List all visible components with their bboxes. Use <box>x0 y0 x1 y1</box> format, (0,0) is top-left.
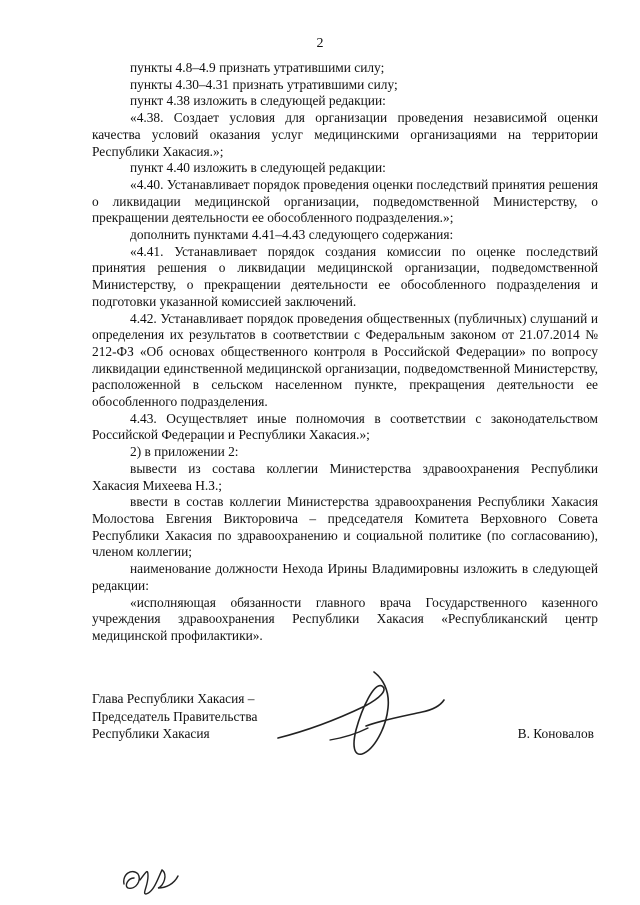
paragraph: дополнить пунктами 4.41–4.43 следующего содержания: <box>130 227 454 243</box>
paragraph: 2) в приложении 2: <box>130 444 239 460</box>
signatory-title-line: Председатель Правительства <box>92 708 258 724</box>
handwritten-initials <box>118 858 188 898</box>
paragraph: 4.43. Осуществляет иные полномочия в соответствии с законодательством Российской Федерации и Республики Хакасия.»; <box>92 410 598 443</box>
paragraph: ввести в состав коллегии Министерства здравоохранения Республики Хакасия Молостова Евгения Викторовича – председателя Комитета Верховного Совета Республики Хакасия по здравоохранению и социальной политике (по согласованию), членом коллегии; <box>92 494 598 560</box>
paragraph: наименование должности Нехода Ирины Владимировны изложить в следующей редакции: <box>92 561 598 593</box>
paragraph: «4.40. Устанавливает порядок проведения оценки последствий принятия решения о ликвидации медицинской организации, подведомственной Министерству, о прекращении деятельности ее обособленного подразделения.»; <box>92 176 598 226</box>
paragraph: пункт 4.40 изложить в следующей редакции: <box>130 160 386 176</box>
paragraph: 4.42. Устанавливает порядок проведения общественных (публичных) слушаний и определения их результатов в соответствии с Федеральным законом от 21.07.2014 № 212-ФЗ «Об основах общественного контроля в Российской Федерации» по вопросу ликвидации единственной медицинской организации, подведомственной Министерству, расположенной в сельском населенном пункте, прекращения деятельности ее обособленного подразделения. <box>92 310 598 410</box>
paragraph: «исполняющая обязанности главного врача Государственного казенного учреждения здравоохранения Республики Хакасия «Республиканский центр медицинской профилактики». <box>92 594 598 643</box>
signatory-name: В. Коновалов <box>517 726 594 741</box>
paragraph: «4.38. Создает условия для организации проведения независимой оценки качества условий оказания услуг медицинскими организациями на территории Республики Хакасия.»; <box>92 110 598 159</box>
paragraph: пункты 4.8–4.9 признать утратившими силу; <box>130 60 385 75</box>
page-number: 2 <box>316 36 324 51</box>
paragraph: «4.41. Устанавливает порядок создания комиссии по оценке последствий принятия решения о ликвидации медицинской организации, подведомственной Министерству, о прекращении деятельности ее обособленного подразделения и подготовки указанной комиссией заключений. <box>92 243 598 309</box>
paragraph: вывести из состава коллегии Министерства здравоохранения Республики Хакасия Михеева Н.З.; <box>92 460 598 493</box>
signatory-title-line: Республики Хакасия <box>92 726 210 741</box>
signatory-title-line: Глава Республики Хакасия – <box>92 691 255 706</box>
document-body <box>92 60 598 645</box>
handwritten-signature <box>270 668 450 763</box>
paragraph: пункт 4.38 изложить в следующей редакции: <box>130 93 386 109</box>
paragraph: пункты 4.30–4.31 признать утратившими силу; <box>130 76 398 92</box>
signatory-title <box>92 690 257 743</box>
